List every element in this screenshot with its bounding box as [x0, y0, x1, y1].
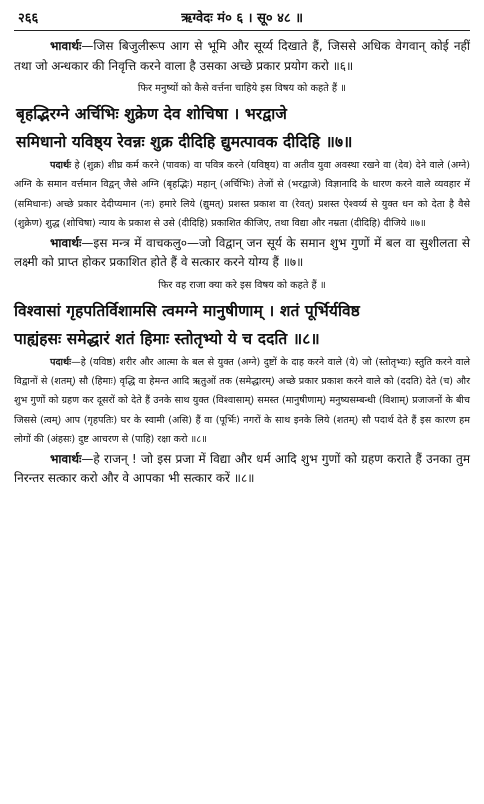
- page-header: [14, 8, 470, 26]
- section-intro-7: फिर मनुष्यों को कैसे वर्त्तना चाहिये इस विषय को कहते हैं ॥: [137, 83, 347, 94]
- padartha-text: हे (शुक्र) शीघ्र कर्म करने (पावक) वा पवित्र करने (यविष्ठ्य) वा अतीव युवा अवस्था रखने वा (देव) देने वाले (अग्ने) अग्नि के समान वर्त्तमान विद्वन् जैसे अग्नि (बृहद्भिः) महान् (अर्चिभिः) तेजों से (भरद्वाजे) विज्ञानादि के धारण करने वाले व्यवहार में (समिधानः) अच्छे प्रकार देदीप्यमान (नः) हमारे लिये (द्युमत्) प्रशस्त प्रकाश वा (रेवत्) प्रशस्त ऐश्वर्य्य से युक्त धन को देता है वैसे (शुक्रेण) शुद्ध (शोचिषा) न्याय के प्रकाश से उसे (दीदिहि) प्रकाशित कीजिए, तथा विद्या और नम्रता (दीदिहि) दीजिये ॥७॥: [14, 160, 470, 230]
- bhavartha-label: भावार्थः: [50, 39, 82, 53]
- padartha-label: पदार्थः: [50, 356, 72, 368]
- bhavartha-label: भावार्थः: [50, 451, 82, 466]
- page-number: २६६: [18, 11, 39, 26]
- mantra-8-line-1: विश्वासां गृहपतिर्विशामसि त्वमग्ने मानुषीणाम् । शतं पूर्भिर्यविष्ठ: [14, 300, 360, 320]
- padartha-label: पदार्थः: [50, 160, 72, 171]
- bhavartha-label: भावार्थः: [50, 235, 82, 250]
- running-title: ऋग्वेदः मं० ६ । सू० ४८ ॥: [181, 11, 303, 26]
- header-rule: [14, 30, 470, 31]
- mantra-7-line-1: बृहद्भिरग्ने अर्चिभिः शुक्रेण देव शोचिषा । भरद्वाजे: [16, 104, 287, 123]
- bhavartha-text: —इस मन्त्र में वाचकलु०—जो विद्वान् जन सूर्य के समान शुभ गुणों में बल वा सुशीलता से लक्ष्मी को प्राप्त होकर प्रकाशित होते हैं वे सत्कार करने योग्य हैं ॥७॥: [14, 235, 470, 270]
- bhavartha-text: —हे राजन् ! जो इस प्रजा में विद्या और धर्म आदि शुभ गुणों को ग्रहण कराते हैं उनका तुम निरन्तर सत्कार करो और वे आपका भी सत्कार करें ॥८॥: [14, 451, 470, 486]
- mantra-8-line-2: पाह्यंहसः समेद्धारं शतं हिमाः स्तोतृभ्यो ये च ददति ॥८॥: [14, 328, 320, 348]
- bhavartha-7: [14, 234, 470, 273]
- bhavartha-8: [14, 450, 470, 489]
- section-intro-8: फिर वह राजा क्या करे इस विषय को कहते हैं ॥: [158, 279, 326, 291]
- padartha-7: [14, 156, 470, 234]
- mantra-7-line-2: समिधानो यविष्ठ्य रेवन्नः शुक्र दीदिहि द्युमत्पावक दीदिहि ॥७॥: [16, 132, 353, 151]
- padartha-text: —हे (यविष्ठ) शरीर और आत्मा के बल से युक्त (अग्ने) दुष्टों के दाह करने वाले (ये) जो (स्तोतृभ्यः) स्तुति करने वाले विद्वानों से (शतम्) सौ (हिमाः) वृद्धि वा हेमन्त आदि ऋतुओं तक (समेद्धारम्) अच्छे प्रकार प्रकाश करने वाले को (ददति) देते (च) और शुभ गुणों को ग्रहण कर दूसरों को देते हैं उनके साथ युक्त (विश्वासाम्) समस्त (मानुषीणाम्) मनुष्यसम्बन्धी (विशाम्) प्रजाजनों के बीच जिससे (त्वम्) आप (गृहपतिः) घर के स्वामी (असि) हैं वा (पूर्भिः) नगरों के साथ इनके लिये (शतम्) सौ पदार्थ देते हैं इस कारण हम लोगों की (अंहसः) दुष्ट आचरण से (पाहि) रक्षा करो ॥८॥: [14, 356, 470, 446]
- bhavartha-text: —जिस बिजुलीरूप आग से भूमि और सूर्य्य दिखाते हैं, जिससे अधिक वेगवान् कोई नहीं तथा जो अन्धकार की निवृत्ति करने वाला है उसका अच्छे प्रकार प्रयोग करो ॥६॥: [14, 39, 470, 73]
- padartha-8: [14, 353, 470, 450]
- bhavartha-6: [14, 37, 470, 76]
